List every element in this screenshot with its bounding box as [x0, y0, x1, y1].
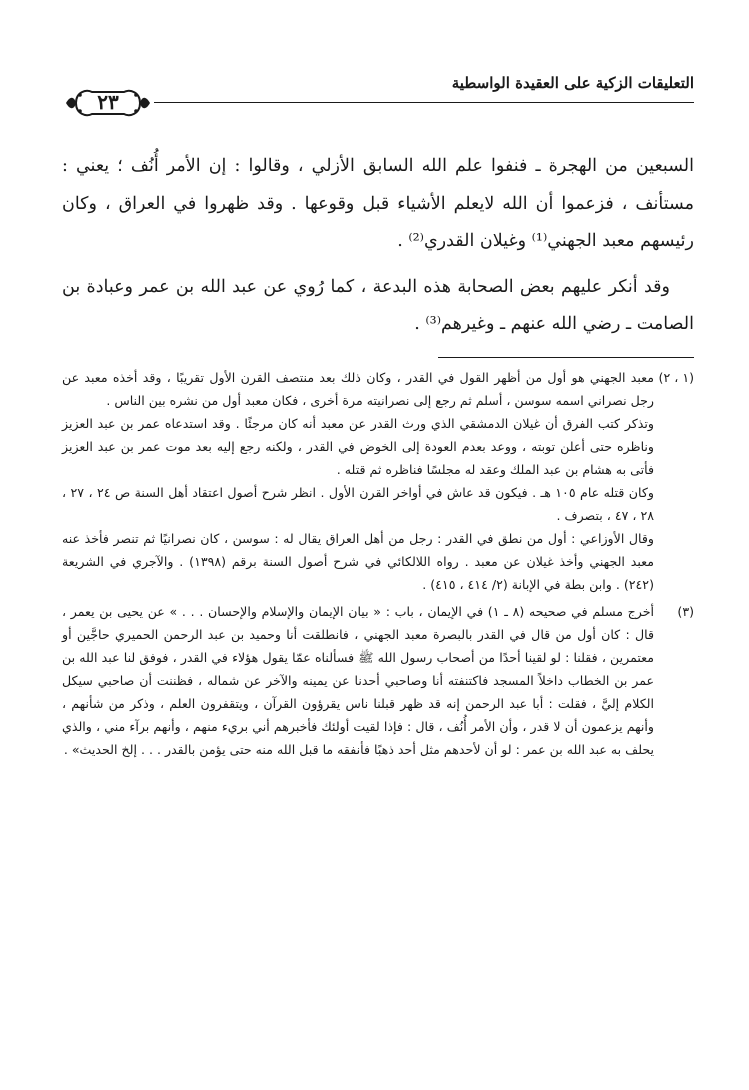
footnote-3 [62, 600, 694, 761]
footnote-marker: (١ ، ٢) [658, 370, 694, 385]
footnote-paragraph: أخرج مسلم في صحيحه (٨ ـ ١) في الإيمان ، باب : « بيان الإيمان والإسلام والإحسان . . . » عن يحيى بن يعمر ، قال : كان أول من قال في القدر بالبصرة معبد الجهني ، فانطلقت أنا وحميد بن عبد الرحمن الحميري حاجَّين أو معتمرين ، فقلنا : لو لقينا أحدًا من أصحاب رسول الله ﷺ فسألناه عمّا يقول هؤلاء في القدر ، فوفق لنا عبد الله بن عمر بن الخطاب داخلاً المسجد فاكتنفته أنا وصاحبي أحدنا عن يمينه والآخر عن شماله ، فظننت أن صاحبي سيكل الكلام إليَّ ، فقلت : أبا عبد الرحمن إنه قد ظهر قبلنا ناس يقرؤون القرآن ، ويتقفرون العلم ، وذكر من شأنهم ، وأنهم يزعمون أن لا قدر ، وأن الأمر أُنُف ، قال : فإذا لقيت أولئك فأخبرهم أني بريء منهم ، وأنهم برآء مني ، والذي يحلف به عبد الله بن عمر : لو أن لأحدهم مثل أحد ذهبًا فأنفقه ما قبل الله منه حتى يؤمن بالقدر . . . إلخ الحديث» . [62, 604, 655, 757]
page-header [62, 68, 694, 118]
footnote-paragraph: وقال الأوزاعي : أول من نطق في القدر : رجل من أهل العراق يقال له : سوسن ، كان نصرانيًا ثم تنصر فأخذ عنه معبد الجهني وأخذ غيلان عن معبد . رواه اللالكائي في شرح أصول السنة برقم (١٣٩٨) . والآجري في الشريعة (٢٤٢) . وابن بطة في الإبانة (٢/ ٤١٤ ، ٤١٥) . [62, 531, 654, 592]
footnote-paragraph: وكان قتله عام ١٠٥ هـ . فيكون قد عاش في أواخر القرن الأول . انظر شرح أصول اعتقاد أهل السنة ص ٢٤ ، ٢٧ ، ٢٨ ، ٤٧ ، بتصرف . [62, 485, 654, 523]
footnote-paragraph: وتذكر كتب الفرق أن غيلان الدمشقي الذي ورث القدر عن معبد أنه كان مرجئًا . وقد استدعاه عمر بن عبد العزيز وناظره حتى أعلن توبته ، ووعد بعدم العودة إلى الخوض في القدر ، ولكنه رجع إليه بعد موت عمر بن عبد العزيز فأتى به هشام بن عبد الملك وعقد له مجلسًا فناظره ثم قتله . [62, 416, 654, 477]
page-number: ٢٣ [97, 90, 119, 114]
footnotes [62, 366, 694, 761]
footnote-separator [438, 357, 694, 358]
main-text [62, 148, 694, 344]
header-rule [62, 102, 694, 103]
footnote-1-2 [62, 366, 694, 596]
running-title: التعليقات الزكية على العقيدة الواسطية [451, 74, 694, 92]
footnote-marker: (٣) [677, 604, 694, 619]
body-paragraph-1: السبعين من الهجرة ـ فنفوا علم الله السابق الأزلي ، وقالوا : إن الأمر أُنُف ؛ يعني : مستأنف ، فزعموا أن الله لايعلم الأشياء قبل وقوعها . وقد ظهروا في العراق ، وكان رئيسهم معبد الجهني⁽¹⁾ وغيلان القدري⁽²⁾ . [62, 156, 694, 251]
book-page [62, 68, 694, 757]
page-number-ornament [62, 86, 154, 120]
footnote-paragraph: معبد الجهني هو أول من أظهر القول في القدر ، وكان ذلك بعد منتصف القرن الأول تقريبًا ، وقد أخذه معبد عن رجل نصراني اسمه سوسن ، أسلم ثم رجع إلى نصرانيته مرة أخرى ، فكان معبد أول من نشره بين الناس . [62, 370, 654, 408]
body-paragraph-2: وقد أنكر عليهم بعض الصحابة هذه البدعة ، كما رُوي عن عبد الله بن عمر وعبادة بن الصامت ـ رضي الله عنهم ـ وغيرهم⁽³⁾ . [62, 276, 694, 334]
